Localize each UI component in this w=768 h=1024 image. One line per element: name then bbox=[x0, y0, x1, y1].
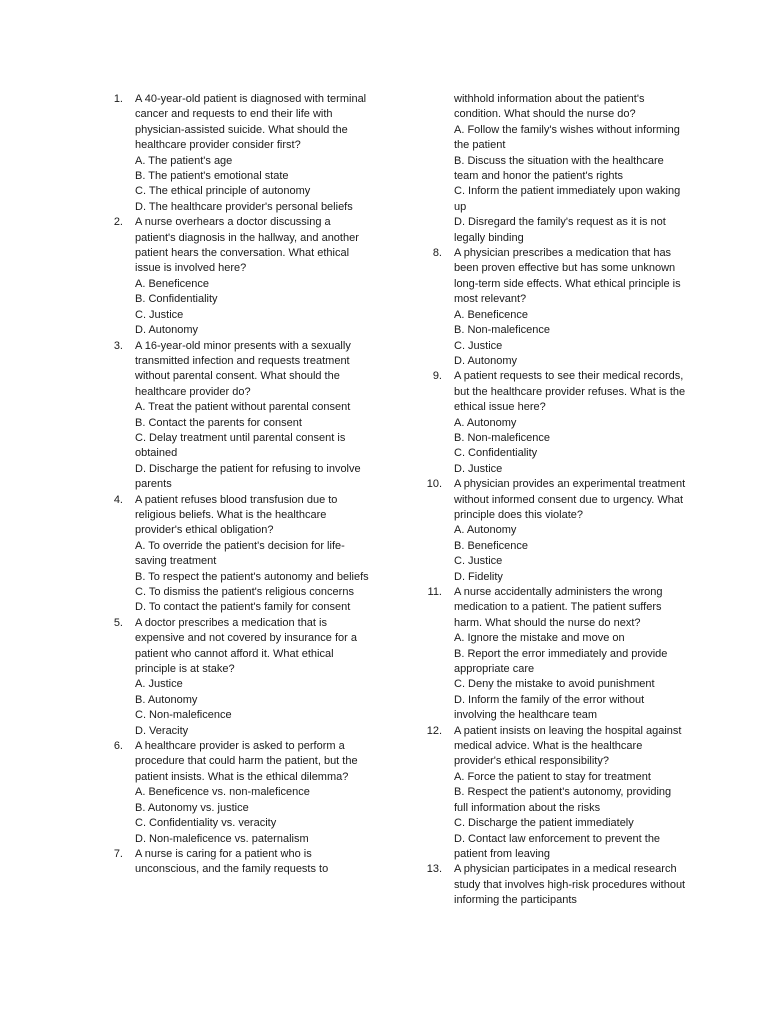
answer-option: A. To override the patient's decision for life-saving treatment bbox=[135, 539, 345, 568]
answer-option: D. Inform the family of the error without involving the healthcare team bbox=[454, 693, 645, 722]
right-column bbox=[424, 92, 686, 909]
question-item bbox=[105, 215, 373, 338]
question-item bbox=[424, 585, 686, 724]
answer-option: C. Justice bbox=[454, 339, 503, 352]
question-text: A physician participates in a medical research study that involves high-risk procedures without informing the participants bbox=[454, 863, 686, 907]
answer-option: D. Autonomy bbox=[454, 354, 517, 367]
answer-option: C. Delay treatment until parental consent is obtained bbox=[135, 431, 346, 460]
answer-option: C. Justice bbox=[135, 308, 184, 321]
question-item bbox=[424, 862, 686, 908]
answer-option: D. Non-maleficence vs. paternalism bbox=[135, 832, 309, 845]
question-number: 11. bbox=[427, 586, 442, 598]
answer-option: A. Follow the family's wishes without informing the patient bbox=[454, 123, 680, 152]
answer-option: C. Non-maleficence bbox=[135, 709, 232, 722]
answer-option: D. Justice bbox=[454, 462, 503, 475]
answer-option: C. Inform the patient immediately upon waking up bbox=[454, 185, 681, 213]
answer-option: B. Confidentiality bbox=[135, 293, 218, 306]
answer-option: A. Treat the patient without parental consent bbox=[135, 401, 351, 414]
answer-option: D. Autonomy bbox=[135, 324, 198, 337]
answer-option: A. The patient's age bbox=[135, 154, 233, 167]
question-item bbox=[105, 339, 373, 493]
question-text: A 40-year-old patient is diagnosed with terminal cancer and requests to end their life with physician-assisted suicide. What should the healthcare provider consider first? bbox=[135, 93, 367, 152]
question-number: 12. bbox=[426, 724, 442, 737]
answer-option: B. The patient's emotional state bbox=[135, 170, 289, 183]
answer-option: A. Beneficence vs. non-maleficence bbox=[135, 786, 310, 799]
question-item bbox=[424, 369, 686, 477]
answer-option: A. Autonomy bbox=[454, 524, 517, 537]
question-text: A nurse is caring for a patient who is unconscious, and the family requests to bbox=[135, 847, 329, 876]
answer-option: A. Beneficence bbox=[454, 308, 528, 321]
answer-option: B. Autonomy vs. justice bbox=[135, 801, 249, 814]
question-number: 3. bbox=[113, 339, 123, 352]
question-item bbox=[105, 739, 373, 847]
question-item bbox=[424, 477, 686, 585]
answer-option: A. Force the patient to stay for treatment bbox=[454, 770, 651, 783]
answer-option: C. Justice bbox=[454, 555, 503, 568]
question-item bbox=[424, 724, 686, 863]
answer-option: B. Autonomy bbox=[135, 693, 198, 706]
answer-option: B. Respect the patient's autonomy, providing full information about the risks bbox=[454, 786, 672, 814]
question-number: 6. bbox=[113, 740, 123, 753]
answer-option: B. Contact the parents for consent bbox=[135, 416, 302, 429]
answer-option: C. To dismiss the patient's religious concerns bbox=[135, 586, 354, 598]
question-text: A patient refuses blood transfusion due to religious beliefs. What is the healthcare provider's ethical obligation? bbox=[135, 493, 338, 537]
answer-option: B. Non-maleficence bbox=[454, 431, 550, 444]
answer-option: D. Disregard the family's request as it is not legally binding bbox=[454, 216, 666, 244]
answer-option: B. To respect the patient's autonomy and beliefs bbox=[135, 570, 369, 583]
question-text: A doctor prescribes a medication that is expensive and not covered by insurance for a patient who cannot afford it. What ethical principle is at stake? bbox=[135, 616, 357, 676]
answer-option: A. Justice bbox=[135, 678, 183, 691]
question-number: 1. bbox=[113, 93, 123, 105]
question-text: A physician provides an experimental treatment without informed consent due to urgency. What principle does this violate? bbox=[454, 478, 686, 521]
answer-option: C. Confidentiality bbox=[454, 447, 538, 460]
answer-option: B. Discuss the situation with the healthcare team and honor the patient's rights bbox=[454, 154, 664, 183]
answer-option: A. Ignore the mistake and move on bbox=[454, 632, 625, 645]
answer-option: D. Fidelity bbox=[454, 570, 503, 583]
answer-option: D. Veracity bbox=[135, 724, 189, 737]
answer-option: A. Autonomy bbox=[454, 416, 517, 429]
answer-option: C. Discharge the patient immediately bbox=[454, 817, 634, 830]
question-text: A patient insists on leaving the hospital against medical advice. What is the healthcare provider's ethical responsibility? bbox=[454, 724, 682, 768]
answer-option: D. Contact law enforcement to prevent the patient from leaving bbox=[454, 832, 661, 860]
question-7-continuation bbox=[424, 92, 686, 246]
question-number: 7. bbox=[113, 847, 123, 860]
question-text: A nurse overhears a doctor discussing a patient's diagnosis in the hallway, and another patient hears the conversation. What ethical issue is involved here? bbox=[135, 216, 359, 275]
answer-option: B. Report the error immediately and provide appropriate care bbox=[454, 647, 668, 676]
question-number: 13. bbox=[426, 863, 442, 876]
answer-option: B. Non-maleficence bbox=[454, 324, 550, 337]
answer-option: C. The ethical principle of autonomy bbox=[135, 185, 311, 198]
question-number: 10. bbox=[426, 478, 442, 491]
answer-option: D. The healthcare provider's personal beliefs bbox=[135, 200, 353, 213]
question-text: A healthcare provider is asked to perform a procedure that could harm the patient, but the patient insists. What is the ethical dilemma? bbox=[135, 740, 358, 783]
question-item bbox=[105, 847, 373, 878]
question-number: 8. bbox=[432, 247, 442, 260]
question-text: A patient requests to see their medical records, but the healthcare provider refuses. What is the ethical issue here? bbox=[454, 370, 686, 414]
question-number: 2. bbox=[113, 216, 123, 229]
question-text: A nurse accidentally administers the wrong medication to a patient. The patient suffers harm. What should the nurse do next? bbox=[454, 586, 663, 629]
answer-option: B. Beneficence bbox=[454, 539, 528, 552]
question-text: A physician prescribes a medication that has been proven effective but has some unknown long-term side effects. What ethical principle is most relevant? bbox=[454, 247, 681, 306]
question-item bbox=[105, 493, 373, 616]
question-number: 9. bbox=[432, 370, 442, 383]
question-number: 5. bbox=[113, 616, 123, 629]
question-text: A 16-year-old minor presents with a sexually transmitted infection and requests treatment without parental consent. What should the healthcare provider do? bbox=[135, 339, 351, 398]
left-column bbox=[105, 92, 373, 878]
answer-option: D. To contact the patient's family for consent bbox=[135, 601, 351, 614]
answer-option: D. Discharge the patient for refusing to involve parents bbox=[135, 462, 361, 491]
question-item bbox=[424, 246, 686, 369]
question-text: withhold information about the patient's condition. What should the nurse do? bbox=[454, 93, 645, 121]
answer-option: A. Beneficence bbox=[135, 277, 209, 290]
question-number: 4. bbox=[113, 493, 123, 506]
answer-option: C. Deny the mistake to avoid punishment bbox=[454, 678, 655, 691]
answer-option: C. Confidentiality vs. veracity bbox=[135, 817, 277, 830]
question-item bbox=[105, 616, 373, 739]
question-item bbox=[105, 92, 373, 215]
